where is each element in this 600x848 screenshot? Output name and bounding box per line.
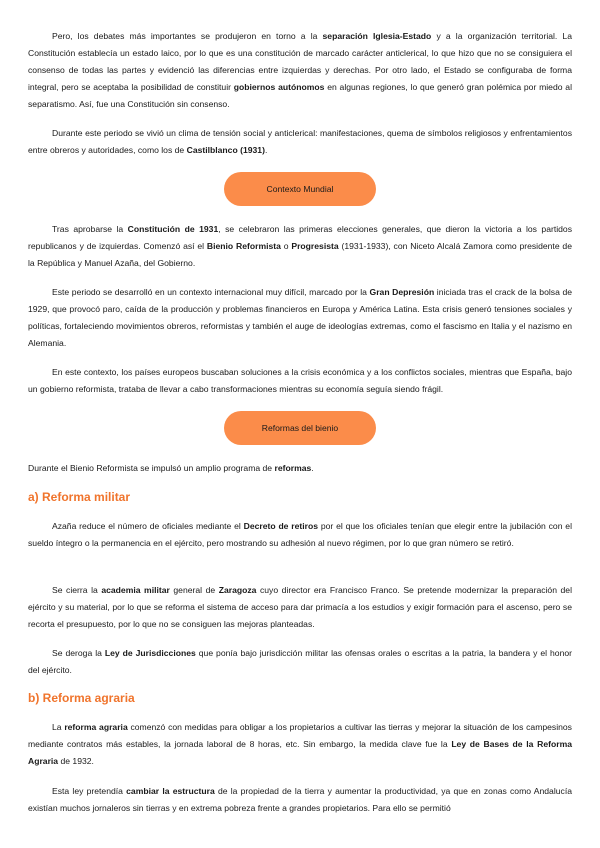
paragraph-reforma-agraria (28, 719, 572, 770)
text: o (280, 241, 292, 251)
text: cuyo director era Francisco Franco. Se pretende modernizar la preparación del ejército y su material, por lo que se reforma el sistema de acceso para dar primacía a los estudios y exigir formación para el ascenso, pero se recorta el presupuesto, por lo que no se consiguen las mejoras planteadas. (28, 585, 572, 629)
bold-text: Decreto de retiros (243, 521, 319, 531)
text: Se cierra la (52, 585, 102, 595)
text: comenzó con medidas para obligar a los propietarios a cultivar las tierras y mejorar la situación de los campesinos mediante contratos más estables, la jornada laboral de 8 horas, etc. Sin embargo, la medida clave fue la (28, 722, 572, 749)
text: en algunas regiones, lo que generó gran polémica por miedo al separatismo. Así, fue una Constitución sin consenso. (28, 82, 572, 109)
bold-text: Castilblanco (1931) (186, 145, 265, 155)
paragraph-contexto-europeo (28, 364, 572, 398)
bold-text: reformas (274, 463, 312, 473)
bold-text: Constitución de 1931 (127, 224, 219, 234)
text: Pero, los debates más importantes se produjeron en torno a la (52, 31, 323, 41)
text: La (52, 722, 65, 732)
text: general de (169, 585, 219, 595)
text: y a la organización territorial. La Constitución establecía un estado laico, por lo que es una constitución de marcado carácter anticlerical, lo que hizo que no se consiguiera el consenso de todas las partes y evidenció las diferencias entre izquierdas y derechas. Por otro lado, el Estado se configuraba de forma integral, pero se aceptaba la posibilidad de constituir (28, 31, 572, 92)
paragraph-separacion-iglesia-estado (28, 28, 572, 113)
bold-text: gobiernos autónomos (233, 82, 325, 92)
text: de la propiedad de la tierra y aumentar la productividad, ya que en zonas como Andalucía existían muchos jornaleros sin tierras y en extrema pobreza frente a grandes propietarios. Para ello se permitió (28, 786, 572, 813)
bold-text: Ley de Bases de la Reforma Agraria (28, 739, 572, 766)
bold-text: Progresista (291, 241, 339, 251)
paragraph-decreto-retiros (28, 518, 572, 552)
text: (1931-1933), con Niceto Alcalá Zamora como presidente de la República y Manuel Azaña, del Gobierno. (28, 241, 572, 268)
bold-text: cambiar la estructura (126, 786, 215, 796)
reformas-del-bienio-pill[interactable]: Reformas del bienio (224, 411, 376, 445)
text: de 1932. (58, 756, 94, 766)
bold-text: separación Iglesia-Estado (322, 31, 432, 41)
paragraph-tension-social (28, 125, 572, 159)
heading-reforma-militar: a) Reforma militar (28, 490, 131, 504)
text: , se celebraron las primeras elecciones generales, que dieron la victoria a los partidos republicanos y de izquierdas. Comenzó así el (28, 224, 572, 251)
bold-text: Ley de Jurisdicciones (104, 648, 196, 658)
paragraph-gran-depresion (28, 284, 572, 352)
text: En este contexto, los países europeos buscaban soluciones a la crisis económica y a los conflictos sociales, mientras que España, bajo un gobierno reformista, trataba de llevar a cabo transformaciones mientras su economía seguía siendo frágil. (28, 367, 572, 394)
text: Tras aprobarse la (52, 224, 128, 234)
text: Esta ley pretendía (52, 786, 127, 796)
text: Este periodo se desarrolló en un contexto internacional muy difícil, marcado por la (52, 287, 370, 297)
text: . (264, 145, 268, 155)
bold-text: Zaragoza (218, 585, 257, 595)
text: que ponía bajo jurisdicción militar las ofensas orales o escritas a la patria, la bandera y el honor del ejército. (28, 648, 573, 675)
text: Se deroga la (52, 648, 105, 658)
paragraph-programa-reformas (28, 460, 572, 477)
contexto-mundial-pill[interactable]: Contexto Mundial (224, 172, 376, 206)
bold-text: Gran Depresión (369, 287, 435, 297)
text: Durante este periodo se vivió un clima de tensión social y anticlerical: manifestaciones, quema de símbolos religiosos y enfrentamientos entre obreros y autoridades, como los de (28, 128, 572, 155)
paragraph-cambiar-estructura (28, 783, 572, 817)
heading-reforma-agraria: b) Reforma agraria (28, 691, 135, 705)
text: . (311, 463, 314, 473)
bold-text: academia militar (101, 585, 170, 595)
paragraph-bienio-reformista (28, 221, 572, 272)
paragraph-ley-jurisdicciones (28, 645, 572, 679)
bold-text: Bienio Reformista (206, 241, 281, 251)
paragraph-academia-militar (28, 582, 572, 633)
bold-text: reforma agraria (64, 722, 128, 732)
text: Durante el Bienio Reformista se impulsó un amplio programa de (28, 463, 275, 473)
text: iniciada tras el crack de la bolsa de 1929, que provocó paro, caída de la producción y problemas financieros en Europa y América Latina. Esta crisis generó tensiones sociales y políticas, fortaleciendo movimientos obreros, reformistas y también el auge de ideologías extremas, como el fascismo en Italia y el nazismo en Alemania. (28, 287, 573, 348)
text: por el que los oficiales tenían que elegir entre la jubilación con el sueldo íntegro o la permanencia en el ejército, pero mostrando su adhesión al nuevo régimen, por lo que gran número se retiró. (28, 521, 572, 548)
text: Azaña reduce el número de oficiales mediante el (52, 521, 244, 531)
